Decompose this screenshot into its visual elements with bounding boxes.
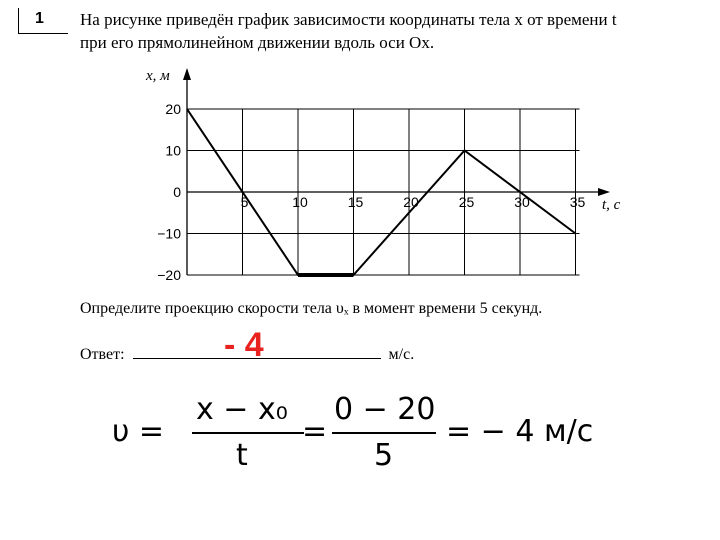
fraction-bar-2	[332, 432, 436, 434]
question-line-2: при его прямолинейном движении вдоль оси Ox.	[80, 33, 435, 52]
y-tick-label--10: −10	[157, 225, 181, 242]
y-tick-label-10: 10	[165, 142, 181, 159]
x-tick-label-25: 25	[458, 194, 475, 210]
formula-result: = − 4 м/с	[446, 414, 594, 449]
formula-denominator-1: t	[236, 438, 248, 473]
x-tick-label-5: 5	[240, 194, 249, 210]
x-tick-label-35: 35	[569, 194, 586, 210]
answer-label: Ответ:	[80, 346, 125, 363]
answer-unit: м/с.	[388, 346, 415, 363]
x-tick-label-30: 30	[514, 194, 530, 210]
task-number: 1	[18, 8, 68, 34]
question-prompt: Определите проекцию скорости тела υₓ в момент времени 5 секунд.	[80, 300, 543, 317]
y-axis-arrow	[183, 68, 191, 80]
formula-lhs: υ =	[112, 414, 165, 449]
x-tick-label-20: 20	[403, 194, 419, 210]
answer-value: - 4	[224, 326, 264, 364]
formula-equals-2: =	[302, 414, 328, 449]
y-axis-label: x, м	[146, 68, 170, 84]
y-tick-label--20: −20	[157, 267, 181, 283]
y-tick-label-20: 20	[165, 101, 181, 117]
x-axis-label: t, c	[602, 197, 621, 213]
y-tick-label-0: 0	[173, 184, 181, 200]
formula-denominator-2: 5	[374, 438, 394, 473]
question-line-1: На рисунке приведён график зависимости координаты тела x от времени t	[80, 10, 617, 29]
x-tick-label-10: 10	[292, 194, 308, 210]
fraction-bar-1	[192, 432, 304, 434]
x-axis-arrow	[598, 188, 610, 196]
formula-numerator-2: 0 − 20	[334, 392, 436, 427]
x-tick-label-15: 15	[347, 194, 364, 210]
formula-numerator-1: x − x₀	[196, 392, 288, 427]
